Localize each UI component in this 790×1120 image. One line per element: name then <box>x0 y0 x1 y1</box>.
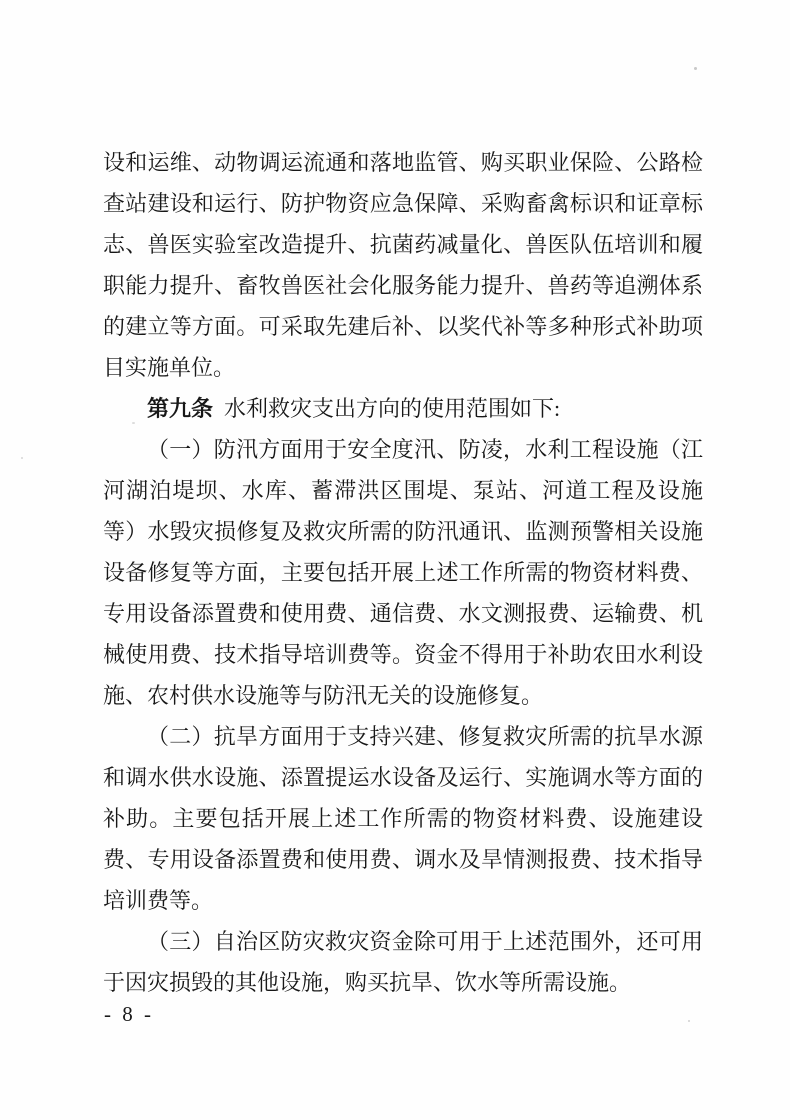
text-line: 河湖泊堤坝、水库、蓄滞洪区围堤、泵站、河道工程及设施 <box>103 478 703 503</box>
article-heading-text: 水利救灾支出方向的使用范围如下: <box>224 396 561 421</box>
text-line: （三）自治区防灾救灾资金除可用于上述范围外，还可用 <box>147 929 703 954</box>
text-line: 设和运维、动物调运流通和落地监管、购买职业保险、公路检 <box>103 150 703 175</box>
text-line: 培训费等。 <box>103 888 214 913</box>
text-line: （二）抗旱方面用于支持兴建、修复救灾所需的抗旱水源 <box>147 724 703 749</box>
scan-speck <box>688 1020 690 1022</box>
text-line: 补助。主要包括开展上述工作所需的物资材料费、设施建设 <box>103 806 703 831</box>
article-heading-line <box>103 388 703 429</box>
document-body <box>103 142 703 1003</box>
text-line: 专用设备添置费和使用费、通信费、水文测报费、运输费、机 <box>103 601 703 626</box>
text-line: 费、专用设备添置费和使用费、调水及旱情测报费、技术指导 <box>103 847 703 872</box>
scan-speck <box>694 67 697 70</box>
text-line: 于因灾损毁的其他设施，购买抗旱、饮水等所需设施。 <box>103 970 632 995</box>
text-line: 目实施单位。 <box>103 355 236 380</box>
text-line: 施、农村供水设施等与防汛无关的设施修复。 <box>103 683 544 708</box>
article-number: 第九条 <box>147 396 214 421</box>
page-number: - 8 - <box>104 1002 154 1026</box>
text-line: 查站建设和运行、防护物资应急保障、采购畜禽标识和证章标 <box>103 191 703 216</box>
paragraph-article-9 <box>103 388 703 429</box>
text-line: 志、兽医实验室改造提升、抗菌药减量化、兽医队伍培训和履 <box>103 232 703 257</box>
text-line: （一）防汛方面用于安全度汛、防凌，水利工程设施（江 <box>147 437 703 462</box>
text-line: 等）水毁灾损修复及救灾所需的防汛通讯、监测预警相关设施 <box>103 519 703 544</box>
text-line: 和调水供水设施、添置提运水设备及运行、实施调水等方面的 <box>103 765 703 790</box>
paragraph-item-3 <box>103 921 703 1003</box>
paragraph-item-1 <box>103 429 703 716</box>
text-line: 设备修复等方面，主要包括开展上述工作所需的物资材料费、 <box>103 560 703 585</box>
text-line: 职能力提升、畜牧兽医社会化服务能力提升、兽药等追溯体系 <box>103 273 703 298</box>
text-line: 的建立等方面。可采取先建后补、以奖代补等多种形式补助项 <box>103 314 703 339</box>
scan-speck <box>132 422 135 424</box>
paragraph-item-2 <box>103 716 703 921</box>
scan-speck <box>21 457 23 459</box>
text-line: 械使用费、技术指导培训费等。资金不得用于补助农田水利设 <box>103 642 703 667</box>
paragraph-continuation <box>103 142 703 388</box>
